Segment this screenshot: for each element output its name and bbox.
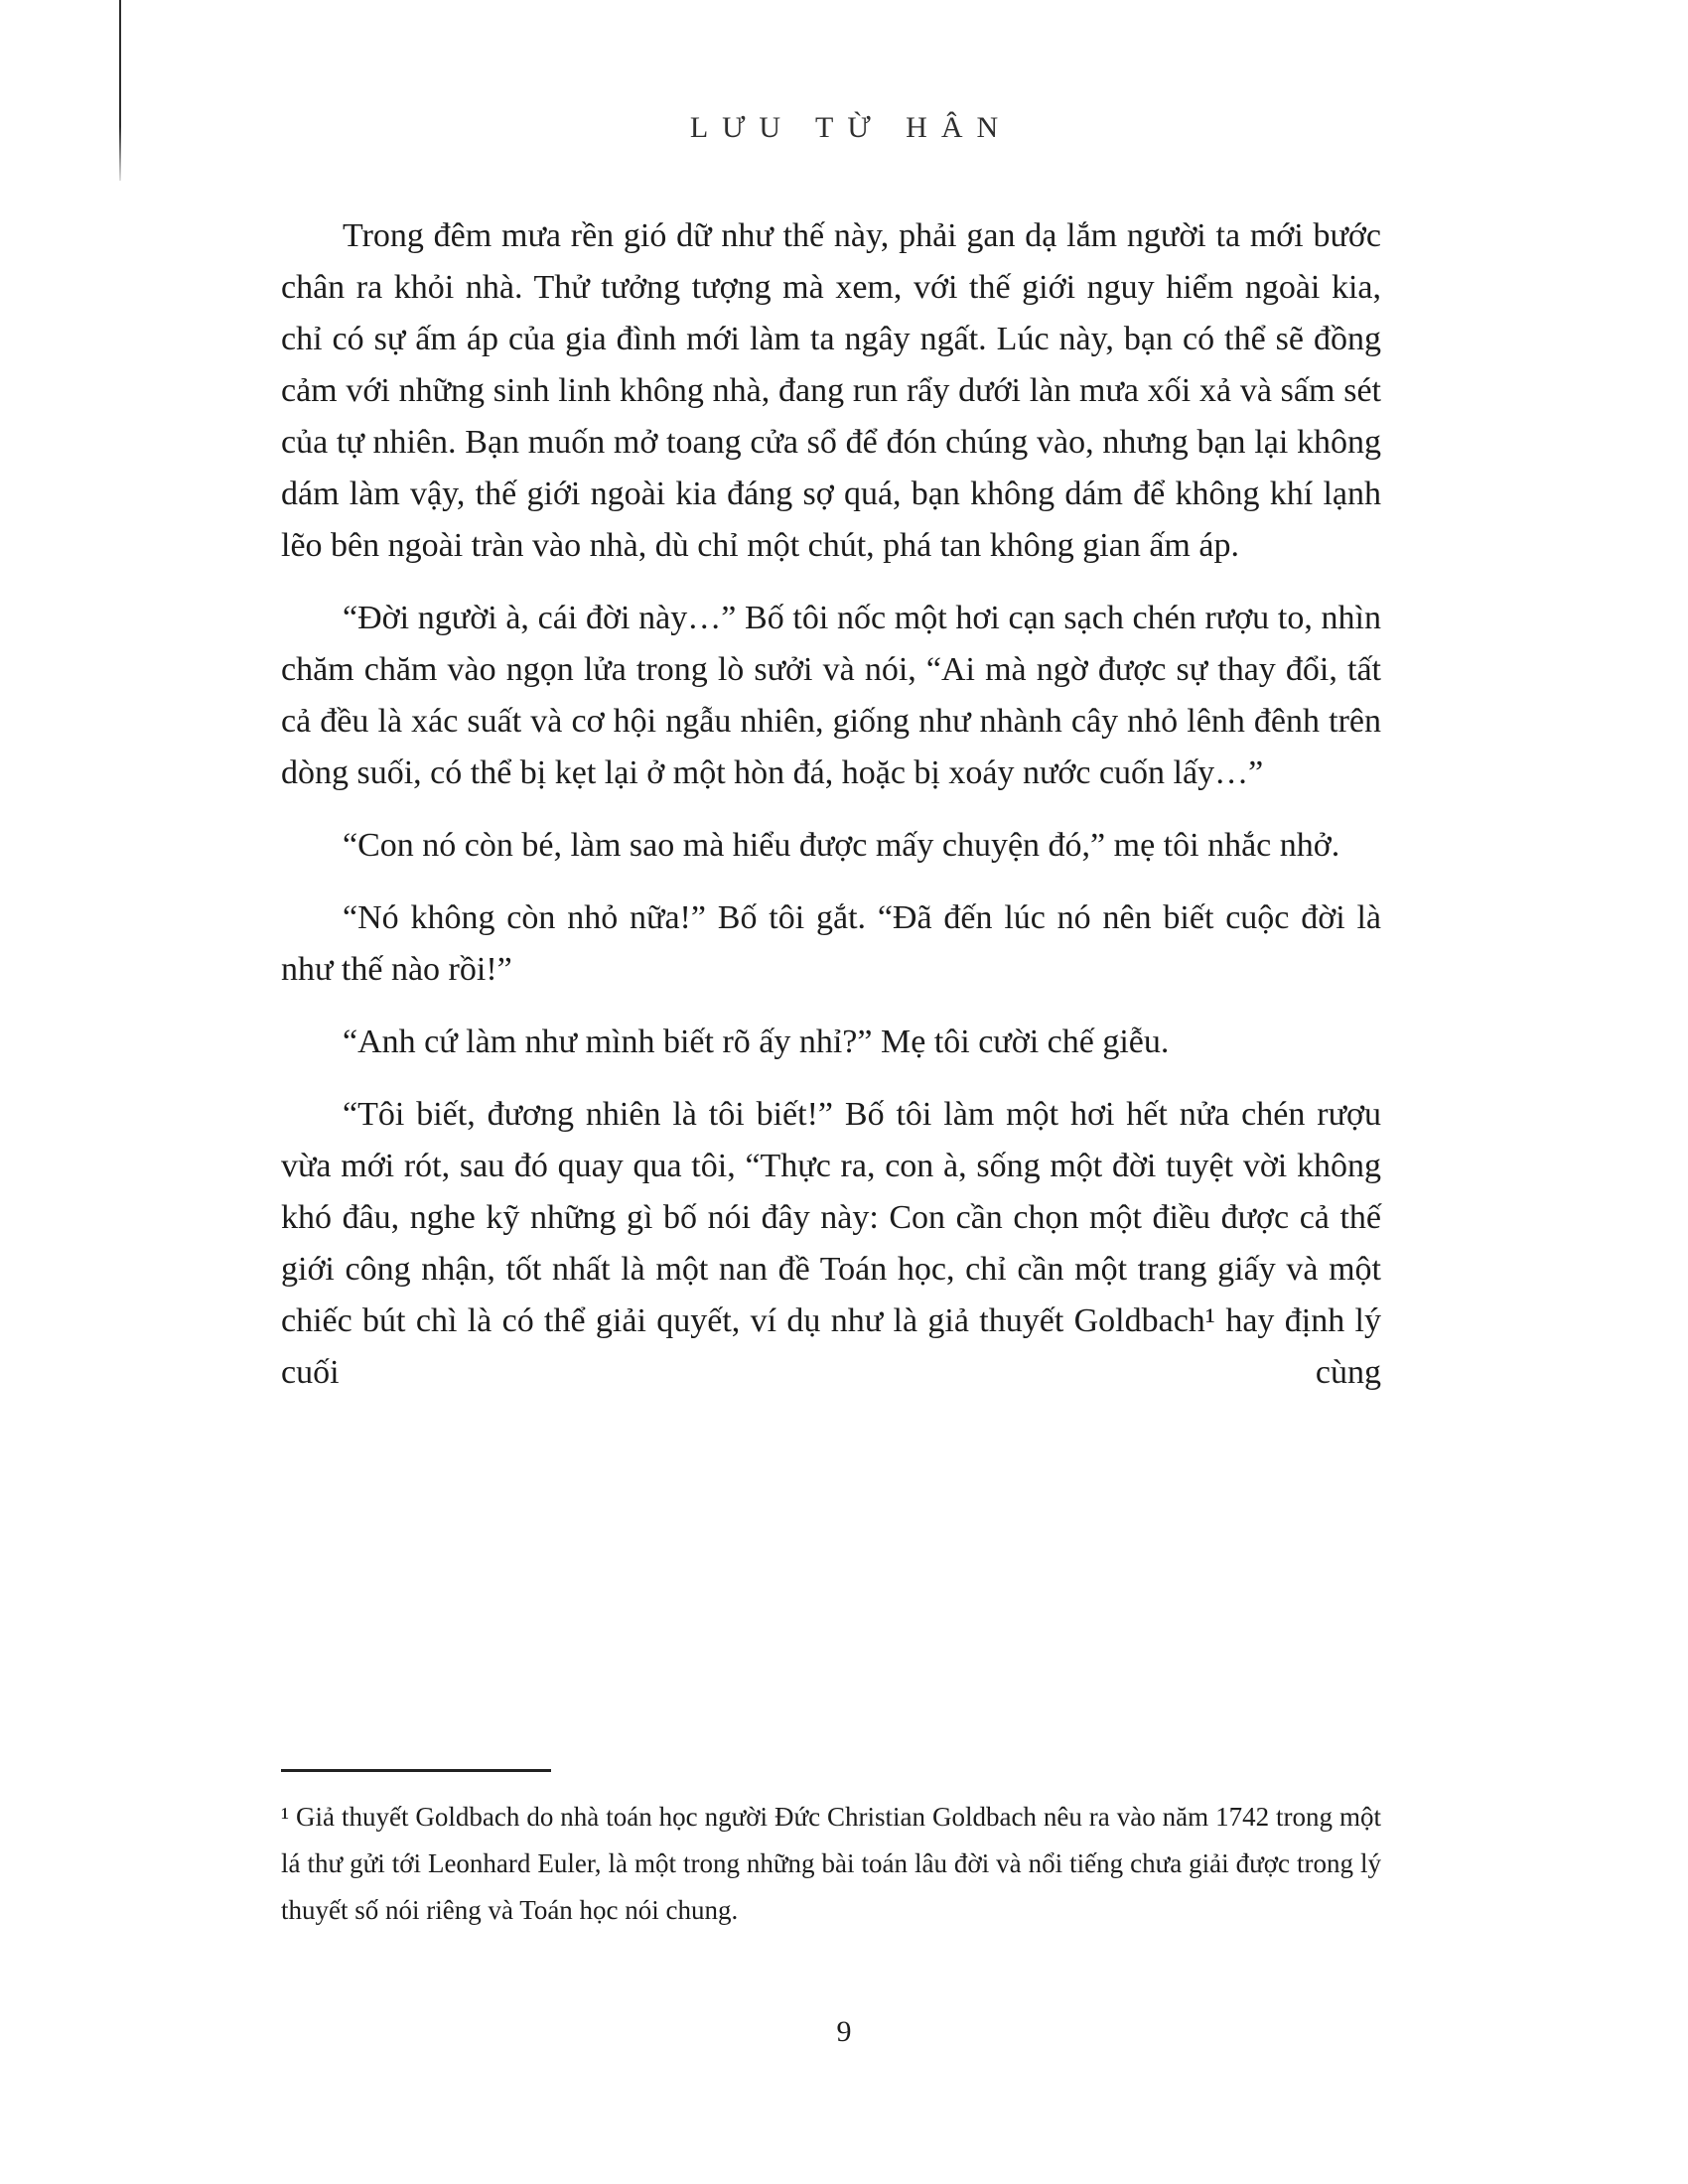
paragraph-2: “Đời người à, cái đời này…” Bố tôi nốc một hơi cạn sạch chén rượu to, nhìn chăm chăm vào ngọn lửa trong lò sưởi và nói, “Ai mà ngờ được sự thay đổi, tất cả đều là xác suất và cơ hội ngẫu nhiên, giống như nhành cây nhỏ lênh đênh trên dòng suối, có thể bị kẹt lại ở một hòn đá, hoặc bị xoáy nước cuốn lấy…” (281, 600, 1381, 791)
footnote-divider (281, 1769, 551, 1772)
paragraph-4: “Nó không còn nhỏ nữa!” Bố tôi gắt. “Đã đến lúc nó nên biết cuộc đời là như thế nào rồi!” (281, 899, 1381, 988)
paragraph-3: “Con nó còn bé, làm sao mà hiểu được mấy chuyện đó,” mẹ tôi nhắc nhở. (343, 827, 1340, 864)
paragraph-1: Trong đêm mưa rền gió dữ như thế này, phải gan dạ lắm người ta mới bước chân ra khỏi nhà. Thử tưởng tượng mà xem, với thế giới nguy hiểm ngoài kia, chỉ có sự ấm áp của gia đình mới làm ta ngây ngất. Lúc này, bạn có thể sẽ đồng cảm với những sinh linh không nhà, đang run rẩy dưới làn mưa xối xả và sấm sét của tự nhiên. Bạn muốn mở toang cửa sổ để đón chúng vào, nhưng bạn lại không dám làm vậy, thế giới ngoài kia đáng sợ quá, bạn không dám để không khí lạnh lẽo bên ngoài tràn vào nhà, dù chỉ một chút, phá tan không gian ấm áp. (281, 217, 1381, 564)
page-number: 9 (836, 2015, 852, 2048)
running-header-author: LƯU TỪ HÂN (689, 111, 1013, 144)
footnote-area (281, 1769, 1381, 1934)
paragraph-6: “Tôi biết, đương nhiên là tôi biết!” Bố tôi làm một hơi hết nửa chén rượu vừa mới rót, sau đó quay qua tôi, “Thực ra, con à, sống một đời tuyệt vời không khó đâu, nghe kỹ những gì bố nói đây này: Con cần chọn một điều được cả thế giới công nhận, tốt nhất là một nan đề Toán học, chỉ cần một trang giấy và một chiếc bút chì là có thể giải quyết, ví dụ như là giả thuyết Goldbach¹ hay định lý cuối cùng (281, 1096, 1381, 1391)
paragraph-5: “Anh cứ làm như mình biết rõ ấy nhỉ?” Mẹ tôi cười chế giễu. (343, 1024, 1170, 1060)
body-text (281, 210, 1381, 1399)
footnote-text: ¹ Giả thuyết Goldbach do nhà toán học người Đức Christian Goldbach nêu ra vào năm 1742 trong một lá thư gửi tới Leonhard Euler, là một trong những bài toán lâu đời và nổi tiếng chưa giải được trong lý thuyết số nói riêng và Toán học nói chung. (281, 1802, 1381, 1925)
scan-artifact-line (119, 0, 121, 181)
